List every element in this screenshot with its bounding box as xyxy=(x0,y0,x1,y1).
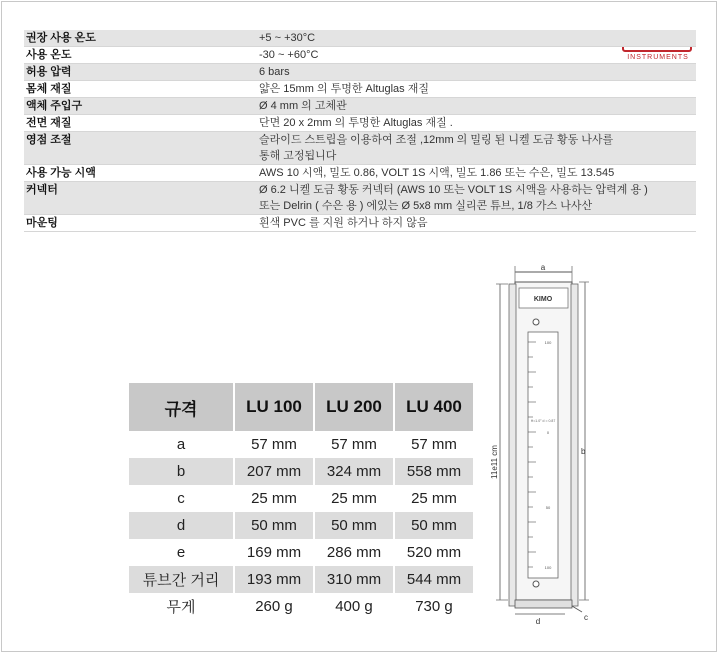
spec-row-mounting xyxy=(24,215,696,232)
logo-tagline: INSTRUMENTS xyxy=(627,54,689,61)
screw-top xyxy=(533,319,539,325)
header-cell: 규격 xyxy=(129,383,234,431)
spec-value: 흰색 PVC 를 지원 하거나 하지 않음 xyxy=(259,217,428,229)
spec-label: 전면 재질 xyxy=(26,117,72,129)
header-cell: LU 100 xyxy=(234,383,314,431)
table-cell: 193 mm xyxy=(234,566,314,593)
table-cell: 730 g xyxy=(394,593,474,620)
dim-label-a: a xyxy=(540,263,546,272)
spec-row-recommended-temp xyxy=(24,30,696,47)
spec-value: 단면 20 x 2mm 의 투명한 Altuglas 재질 . xyxy=(259,117,453,129)
table-cell: 400 g xyxy=(314,593,394,620)
table-cell: 25 mm xyxy=(394,485,474,512)
spec-row-connector xyxy=(24,182,696,215)
screw-bottom xyxy=(533,581,539,587)
table-cell: 50 mm xyxy=(314,512,394,539)
table-row xyxy=(129,593,474,620)
table-row xyxy=(129,485,474,512)
spec-label: 영점 조절 xyxy=(26,134,72,146)
table-cell: 무게 xyxy=(129,593,234,620)
dim-label-d: d xyxy=(535,617,541,626)
table-cell: e xyxy=(129,539,234,566)
spec-value: AWS 10 시액, 밀도 0.86, VOLT 1S 시액, 밀도 1.86 또는 수은, 밀도 13.545 xyxy=(259,167,615,179)
table-row xyxy=(129,458,474,485)
spec-label: 마운팅 xyxy=(26,217,58,229)
spec-row-operating-temp xyxy=(24,47,696,64)
table-cell: b xyxy=(129,458,234,485)
table-cell: 57 mm xyxy=(234,431,314,458)
scale-mark: 100 xyxy=(544,565,552,570)
dim-label-b: b xyxy=(581,447,586,456)
table-row xyxy=(129,539,474,566)
table-cell: 57 mm xyxy=(314,431,394,458)
table-cell: 558 mm xyxy=(394,458,474,485)
table-cell: 25 mm xyxy=(234,485,314,512)
spec-row-zero-adjust xyxy=(24,132,696,165)
dimension-table xyxy=(129,383,475,620)
spec-value: -30 ~ +60°C xyxy=(259,49,319,61)
right-tube xyxy=(571,284,578,606)
drawing-logo: KIMO xyxy=(533,296,553,303)
spec-row-body-material xyxy=(24,81,696,98)
dim-label-c: c xyxy=(584,613,588,622)
spec-label: 커넥터 xyxy=(26,184,58,196)
table-cell: 169 mm xyxy=(234,539,314,566)
spec-value: 얇은 15mm 의 투명한 Altuglas 재질 xyxy=(259,83,429,95)
table-cell: 25 mm xyxy=(314,485,394,512)
spec-label: 권장 사용 온도 xyxy=(26,32,96,44)
scale-mark: 100 xyxy=(544,340,552,345)
spec-value: Ø 4 mm 의 고체관 xyxy=(259,100,347,112)
table-cell: 57 mm xyxy=(394,431,474,458)
spec-value: +5 ~ +30°C xyxy=(259,32,316,44)
table-header-row xyxy=(129,383,474,431)
table-cell: 튜브간 거리 xyxy=(129,566,234,593)
spec-label: 액체 주입구 xyxy=(26,100,83,112)
mounting-base xyxy=(515,600,572,608)
table-cell: 544 mm xyxy=(394,566,474,593)
spec-row-liquid-inlet xyxy=(24,98,696,115)
spec-value: 슬라이드 스트립을 이용하여 조절 ,12mm 의 밀링 된 니켈 도금 황동 나사를 통해 고정됩니다 xyxy=(259,134,614,162)
table-cell: 260 g xyxy=(234,593,314,620)
spec-list xyxy=(24,30,696,232)
dim-label-e: 11e11 cm xyxy=(490,445,499,479)
spec-label: 몸체 재질 xyxy=(26,83,72,95)
table-cell: 50 mm xyxy=(394,512,474,539)
spec-label: 사용 온도 xyxy=(26,49,72,61)
table-cell: 310 mm xyxy=(314,566,394,593)
spec-label: 사용 가능 시액 xyxy=(26,167,96,179)
table-row xyxy=(129,431,474,458)
table-cell: a xyxy=(129,431,234,458)
table-cell: 207 mm xyxy=(234,458,314,485)
table-cell: d xyxy=(129,512,234,539)
scale-strip xyxy=(528,332,558,578)
table-row xyxy=(129,512,474,539)
spec-value: 6 bars xyxy=(259,66,290,78)
scale-mark: 50 xyxy=(545,505,551,510)
scale-caption: H=1.0° d = 0.87 xyxy=(530,419,556,423)
spec-row-front-material xyxy=(24,115,696,132)
table-cell: 520 mm xyxy=(394,539,474,566)
table-cell: 324 mm xyxy=(314,458,394,485)
spec-label: 허용 압력 xyxy=(26,66,72,78)
table-cell: 50 mm xyxy=(234,512,314,539)
spec-row-allowable-pressure xyxy=(24,64,696,81)
left-tube xyxy=(509,284,516,606)
spec-value: Ø 6.2 니켈 도금 황동 커넥터 (AWS 10 또는 VOLT 1S 시액을 사용하는 압력계 용 ) 또는 Delrin ( 수은 용 ) 에있는 Ø 5x8 mm 실리콘 튜브, 1/8 가스 나사산 xyxy=(259,184,648,212)
dim-line-c xyxy=(572,606,582,612)
table-row xyxy=(129,566,474,593)
scale-mark: 0 xyxy=(546,430,550,435)
spec-row-liquids xyxy=(24,165,696,182)
header-cell: LU 400 xyxy=(394,383,474,431)
header-cell: LU 200 xyxy=(314,383,394,431)
manometer-drawing xyxy=(488,262,598,628)
table-cell: c xyxy=(129,485,234,512)
table-cell: 286 mm xyxy=(314,539,394,566)
